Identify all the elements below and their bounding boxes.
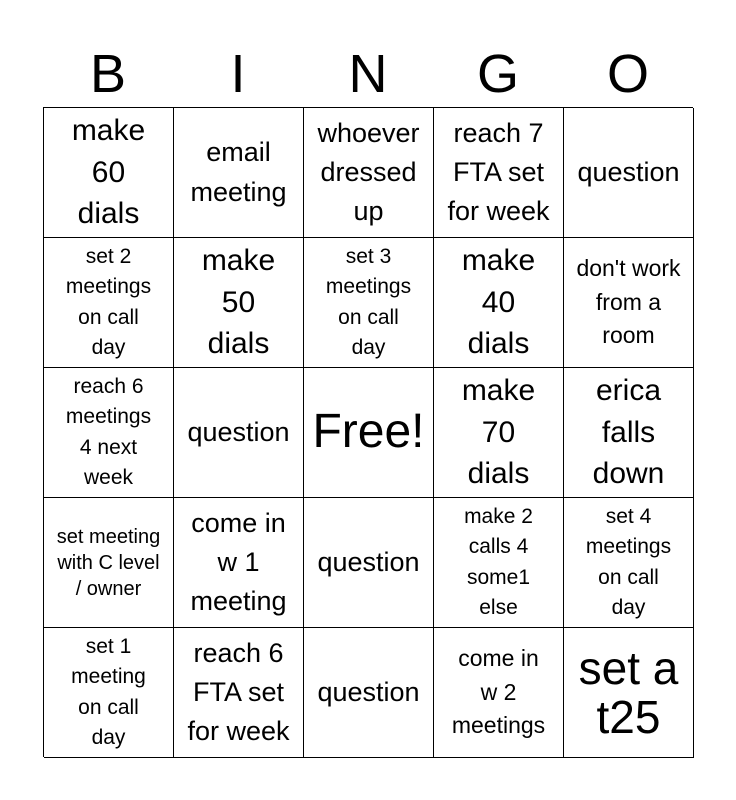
bingo-cell[interactable] <box>174 628 304 758</box>
cell-text: email meeting <box>190 137 287 207</box>
header-letter-n: N <box>348 44 388 104</box>
cell-text: question <box>317 676 420 707</box>
bingo-cell[interactable] <box>44 238 174 368</box>
bingo-board <box>43 107 693 757</box>
bingo-cell[interactable] <box>564 628 694 758</box>
cell-text: set a t25 <box>578 642 679 743</box>
free-space-cell[interactable] <box>304 368 434 498</box>
header-letter-g: G <box>476 44 519 104</box>
bingo-cell[interactable] <box>174 238 304 368</box>
bingo-cell[interactable] <box>44 628 174 758</box>
bingo-cell[interactable] <box>564 498 694 628</box>
bingo-cell[interactable] <box>564 368 694 498</box>
bingo-cell[interactable] <box>434 108 564 238</box>
bingo-cell[interactable] <box>44 498 174 628</box>
bingo-cell[interactable] <box>434 628 564 758</box>
cell-text: reach 7 FTA set for week <box>447 117 550 227</box>
cell-text: make 50 dials <box>201 244 276 361</box>
cell-text: don't work from a room <box>576 255 681 349</box>
bingo-cell[interactable] <box>44 368 174 498</box>
cell-text: reach 6 FTA set for week <box>187 637 290 747</box>
cell-text: whoever dressed up <box>317 117 420 227</box>
cell-text: make 40 dials <box>461 244 536 361</box>
bingo-cell[interactable] <box>564 238 694 368</box>
cell-text: come in w 2 meetings <box>451 645 546 739</box>
bingo-cell[interactable] <box>174 108 304 238</box>
header-letter-o: O <box>606 44 649 104</box>
cell-text: reach 6 meetings 4 next week <box>65 374 152 489</box>
cell-text: set 3 meetings on call day <box>325 244 412 359</box>
cell-text: question <box>317 546 420 577</box>
cell-text: question <box>187 416 290 447</box>
bingo-header <box>43 42 693 106</box>
bingo-cell[interactable] <box>304 238 434 368</box>
bingo-cell[interactable] <box>564 108 694 238</box>
cell-text: make 60 dials <box>71 114 146 231</box>
bingo-cell[interactable] <box>174 498 304 628</box>
cell-text: make 70 dials <box>461 374 536 491</box>
cell-text: make 2 calls 4 some1 else <box>464 504 533 619</box>
bingo-cell[interactable] <box>434 368 564 498</box>
cell-text: set 4 meetings on call day <box>585 504 672 619</box>
bingo-cell[interactable] <box>304 628 434 758</box>
bingo-cell[interactable] <box>434 238 564 368</box>
cell-text: set meeting with C level / owner <box>56 525 161 600</box>
cell-text: come in w 1 meeting <box>190 507 287 617</box>
bingo-cell[interactable] <box>44 108 174 238</box>
bingo-cell[interactable] <box>304 108 434 238</box>
cell-text: erica falls down <box>592 374 665 491</box>
header-letter-i: I <box>230 44 246 104</box>
cell-text: question <box>577 156 680 187</box>
header-letter-b: B <box>89 44 127 104</box>
cell-text: set 1 meeting on call day <box>71 634 146 749</box>
free-space-text: Free! <box>312 405 425 459</box>
bingo-cell[interactable] <box>434 498 564 628</box>
cell-text: set 2 meetings on call day <box>65 244 152 359</box>
bingo-cell[interactable] <box>174 368 304 498</box>
bingo-cell[interactable] <box>304 498 434 628</box>
